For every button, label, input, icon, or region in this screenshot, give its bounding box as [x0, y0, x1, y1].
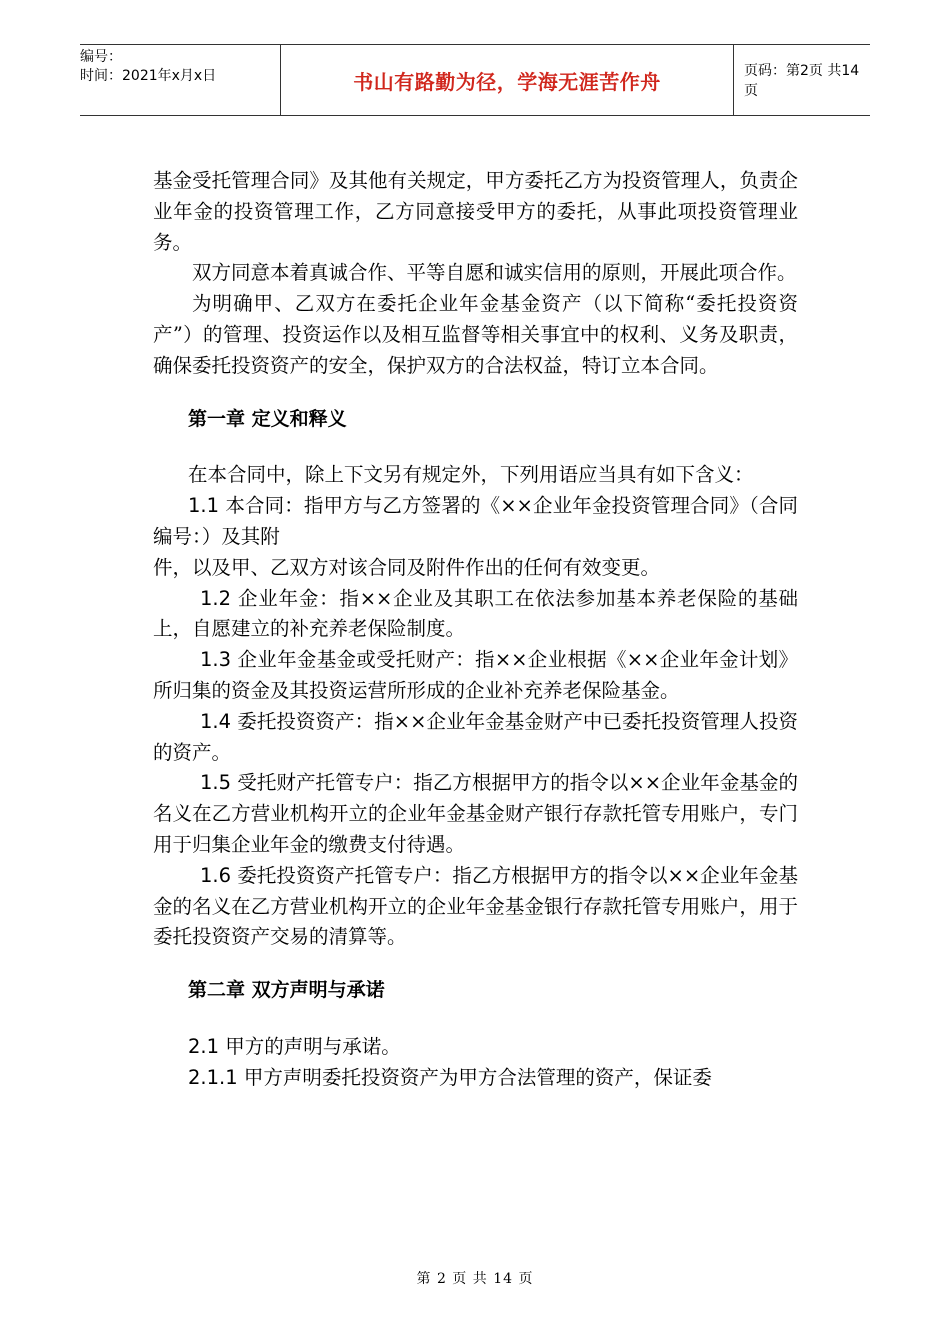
clause: [153, 1032, 798, 1063]
header-motto-cell: [281, 45, 734, 115]
clause: [153, 491, 798, 553]
clause: [153, 584, 798, 646]
clause-number: 1.3: [200, 648, 232, 672]
clause-text: 甲方的声明与承诺。: [225, 1034, 401, 1058]
header-meta-cell: [80, 45, 281, 115]
paragraph: 在本合同中，除上下文另有规定外，下列用语应当具有如下含义：: [188, 463, 754, 487]
clause-number: 1.2: [200, 586, 232, 610]
clause-text: 甲方声明委托投资资产为甲方合法管理的资产，保证委: [243, 1065, 712, 1089]
document-body: [153, 166, 798, 1094]
paragraph: 双方同意本着真诚合作、平等自愿和诚实信用的原则，开展此项合作。: [192, 261, 797, 285]
header-page-label: 页码：第2页 共14页: [744, 63, 860, 99]
clause-number: 1.4: [200, 709, 232, 733]
serial-label: 编号：: [80, 49, 122, 65]
header-page-cell: [734, 45, 870, 115]
clause-text: 委托投资资产托管专户：指乙方根据甲方的指令以××企业年金基金的名义在乙方营业机构开立的企业年金基金银行存款托管专用账户，用于委托投资资产交易的清算等。: [153, 863, 798, 949]
clause: [153, 1063, 798, 1094]
paragraph: 件，以及甲、乙双方对该合同及附件作出的任何有效变更。: [153, 555, 661, 579]
clause-number: 2.1.1: [188, 1065, 238, 1089]
page-footer: 第 2 页 共 14 页: [416, 1271, 534, 1287]
clause-number: 1.6: [200, 863, 232, 887]
paragraph: 基金受托管理合同》及其他有关规定，甲方委托乙方为投资管理人，负责企业年金的投资管理工作，乙方同意接受甲方的委托，从事此项投资管理业务。: [153, 169, 798, 254]
clause-number: 1.1: [188, 494, 220, 518]
clause-number: 2.1: [188, 1034, 220, 1058]
page-header: [80, 44, 870, 116]
clause: [153, 707, 798, 769]
clause: [153, 645, 798, 707]
chapter-heading: 第一章 定义和释义: [188, 407, 347, 430]
clause-text: 受托财产托管专户：指乙方根据甲方的指令以××企业年金基金的名义在乙方营业机构开立的企业年金基金财产银行存款托管专用账户，专门用于归集企业年金的缴费支付待遇。: [153, 771, 798, 856]
clause: [153, 768, 798, 860]
clause-number: 1.5: [200, 771, 232, 795]
clause-text: 企业年金：指××企业及其职工在依法参加基本养老保险的基础上，自愿建立的补充养老保险制度。: [153, 586, 798, 641]
chapter-heading: 第二章 双方声明与承诺: [188, 979, 385, 1002]
clause-text: 企业年金基金或受托财产：指××企业根据《××企业年金计划》所归集的资金及其投资运营所形成的企业补充养老保险基金。: [153, 648, 798, 702]
clause: [153, 861, 798, 953]
header-motto: 书山有路勤为径，学海无涯苦作舟: [353, 69, 661, 94]
clause-text: 本合同：指甲方与乙方签署的《××企业年金投资管理合同》（合同编号：）及其附: [153, 494, 798, 548]
time-label: 时间：2021年x月x日: [80, 68, 217, 84]
clause-text: 委托投资资产：指××企业年金基金财产中已委托投资管理人投资的资产。: [153, 709, 798, 764]
paragraph: 为明确甲、乙双方在委托企业年金基金资产（以下简称“委托投资资产”）的管理、投资运作以及相互监督等相关事宜中的权利、义务及职责，确保委托投资资产的安全，保护双方的合法权益，特订立本合同。: [153, 292, 798, 377]
